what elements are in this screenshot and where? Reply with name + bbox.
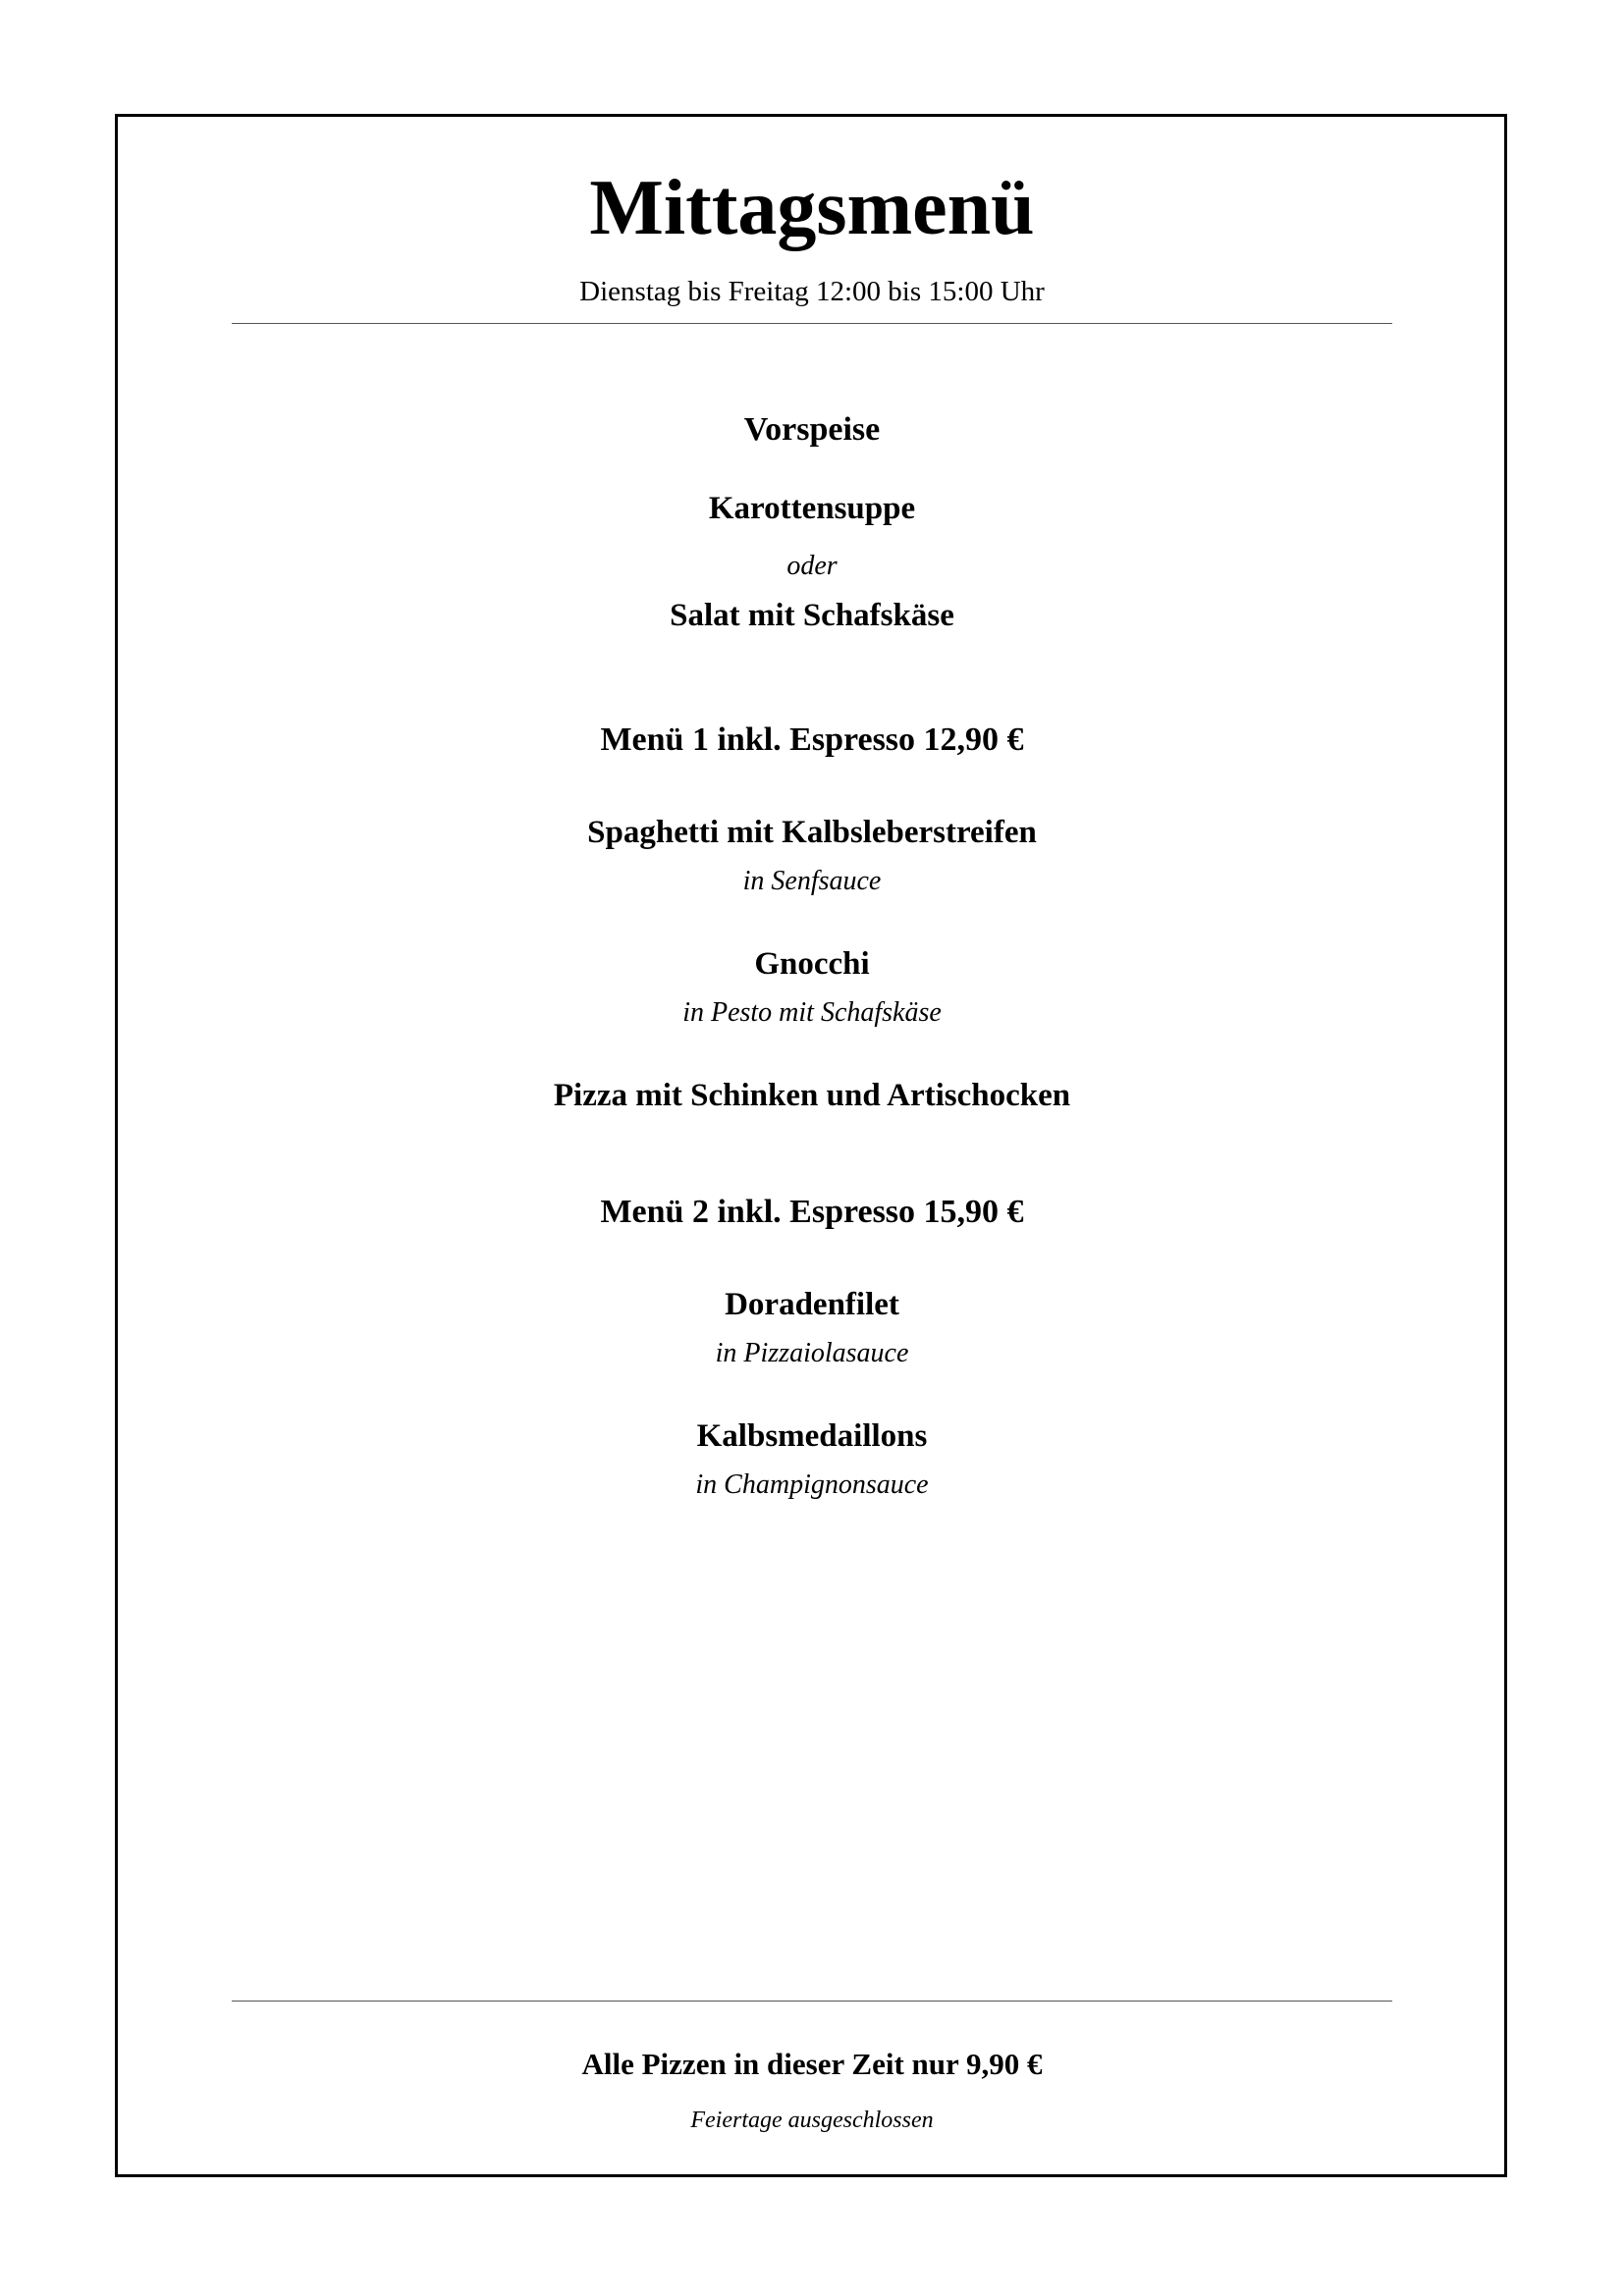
menu-1-dish-1-name: Spaghetti mit Kalbsleberstreifen bbox=[587, 815, 1037, 850]
holiday-note: Feiertage ausgeschlossen bbox=[690, 2108, 934, 2133]
menu-1-dish-2-name: Gnocchi bbox=[754, 946, 870, 982]
header-divider bbox=[232, 323, 1392, 324]
page-title: Mittagsmenü bbox=[589, 165, 1035, 251]
opening-hours: Dienstag bis Freitag 12:00 bis 15:00 Uhr bbox=[579, 276, 1045, 307]
footer-divider bbox=[232, 2001, 1392, 2002]
menu-1-dish-1-desc: in Senfsauce bbox=[742, 866, 882, 896]
menu-2-heading: Menü 2 inkl. Espresso 15,90 € bbox=[600, 1194, 1024, 1230]
starter-option-2: Salat mit Schafskäse bbox=[670, 598, 954, 633]
menu-2-dish-2-name: Kalbsmedaillons bbox=[696, 1418, 928, 1454]
menu-1-dish-2-desc: in Pesto mit Schafskäse bbox=[682, 997, 942, 1028]
menu-2-dish-1-desc: in Pizzaiolasauce bbox=[715, 1338, 909, 1368]
menu-1-heading: Menü 1 inkl. Espresso 12,90 € bbox=[600, 721, 1024, 758]
starter-separator: oder bbox=[786, 551, 838, 581]
starter-option-1: Karottensuppe bbox=[708, 491, 916, 526]
menu-1-dish-3-name: Pizza mit Schinken und Artischocken bbox=[553, 1078, 1071, 1113]
menu-2-dish-1-name: Doradenfilet bbox=[725, 1287, 899, 1322]
starter-heading: Vorspeise bbox=[743, 411, 881, 448]
menu-2-dish-2-desc: in Champignonsauce bbox=[695, 1469, 929, 1500]
pizza-offer: Alle Pizzen in dieser Zeit nur 9,90 € bbox=[581, 2047, 1043, 2081]
